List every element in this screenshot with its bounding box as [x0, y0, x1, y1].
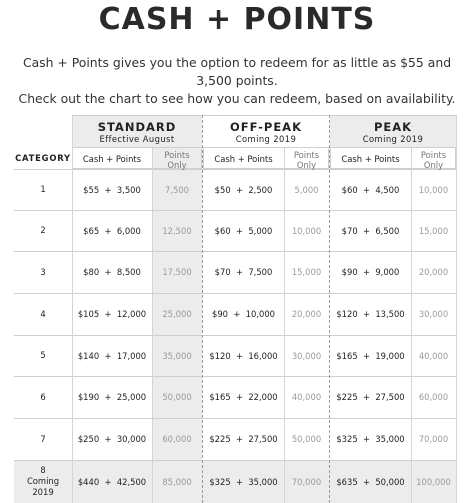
cash-points-cell: $105 + 12,000 — [77, 309, 147, 319]
subheader-standard-cash-points: Cash + Points — [82, 154, 142, 164]
subheader-peak-cash-points: Cash + Points — [341, 154, 400, 164]
group-subtitle-standard: Effective August — [99, 134, 175, 144]
cash-points-cell: $70 + 6,500 — [341, 225, 400, 236]
category-cell — [14, 251, 72, 293]
points-only-cell: 10,000 — [418, 184, 449, 195]
cash-points-cell: $55 + 3,500 — [83, 184, 141, 195]
category-header: CATEGORY — [15, 153, 71, 163]
points-only-cell: 15,000 — [291, 267, 322, 277]
category-note: Coming 2019 — [26, 476, 60, 497]
points-only-cell: 7,500 — [165, 184, 189, 195]
header-top-rule — [72, 115, 456, 116]
cash-points-cell: $120 + 16,000 — [209, 350, 278, 361]
points-only-line-2: Only — [296, 160, 317, 170]
points-only-line-1: Points — [420, 150, 447, 160]
cash-points-cell: $190 + 25,000 — [77, 392, 147, 402]
cash-points-cell: $225 + 27,500 — [336, 392, 405, 402]
group-header-peak — [330, 120, 456, 145]
subheader-offpeak-points-only — [284, 150, 329, 170]
points-only-cell: 12,500 — [162, 225, 192, 236]
points-only-cell: 30,000 — [418, 309, 449, 319]
category-cell — [14, 376, 72, 418]
category-cell — [14, 293, 72, 335]
points-only-cell: 50,000 — [291, 434, 322, 444]
points-only-cell: 20,000 — [418, 267, 449, 277]
points-only-cell: 50,000 — [162, 392, 192, 402]
group-subtitle-peak: Coming 2019 — [362, 134, 424, 144]
points-only-line-2: Only — [423, 160, 444, 170]
points-only-cell: 60,000 — [162, 434, 192, 444]
category-cell — [14, 335, 72, 376]
category-number: 2 — [40, 225, 46, 235]
subheader-offpeak-cash-points: Cash + Points — [214, 154, 273, 164]
group-subtitle-offpeak: Coming 2019 — [235, 134, 297, 144]
points-only-cell: 100,000 — [416, 476, 451, 487]
points-only-line-1: Points — [164, 150, 190, 160]
cash-points-cell: $140 + 17,000 — [77, 350, 147, 361]
cash-points-cell: $60 + 4,500 — [341, 184, 400, 195]
category-number: 8 — [40, 465, 46, 475]
points-only-cell: 10,000 — [291, 225, 322, 236]
cash-points-cell: $165 + 22,000 — [209, 392, 278, 402]
cash-points-cell: $325 + 35,000 — [336, 434, 405, 444]
group-header-offpeak — [203, 120, 329, 145]
cash-points-cell: $440 + 42,500 — [77, 476, 147, 487]
points-only-cell: 5,000 — [294, 184, 319, 195]
category-number: 6 — [40, 391, 46, 402]
group-title-offpeak: OFF-PEAK — [229, 120, 302, 134]
points-only-line-1: Points — [293, 150, 320, 160]
cash-points-cell: $90 + 9,000 — [341, 267, 400, 277]
category-number: 1 — [40, 184, 46, 194]
points-only-cell: 40,000 — [418, 350, 449, 361]
category-number: 4 — [40, 308, 46, 319]
category-cell — [14, 460, 72, 503]
category-cell — [14, 210, 72, 251]
cash-points-cell: $65 + 6,000 — [83, 225, 141, 236]
points-only-cell: 15,000 — [418, 225, 449, 236]
group-header-standard — [72, 120, 202, 145]
divider-right-edge — [456, 115, 457, 503]
category-number: 5 — [40, 350, 46, 360]
category-number: 7 — [40, 433, 46, 444]
cash-points-cell: $50 + 2,500 — [214, 184, 273, 195]
points-only-cell: 70,000 — [291, 476, 322, 487]
cash-points-cell: $60 + 5,000 — [214, 225, 273, 236]
category-cell — [14, 169, 72, 210]
cash-points-cell: $70 + 7,500 — [214, 267, 273, 277]
cash-points-cell: $165 + 19,000 — [336, 350, 405, 361]
page-subtitle — [6, 54, 468, 108]
category-number: 3 — [40, 266, 46, 277]
page-title: CASH + POINTS — [98, 2, 376, 37]
category-cell — [14, 418, 72, 460]
points-only-cell: 17,500 — [162, 267, 192, 277]
subtitle-line-1: Cash + Points gives you the option to redeem for as little as $55 and 3,500 points. — [22, 55, 452, 88]
points-only-cell: 35,000 — [162, 350, 192, 361]
cash-points-cell: $120 + 13,500 — [336, 309, 405, 319]
subheader-standard-points-only — [152, 150, 202, 170]
points-only-cell: 30,000 — [291, 350, 322, 361]
points-only-line-2: Only — [167, 160, 187, 170]
points-only-cell: 40,000 — [291, 392, 322, 402]
cash-points-cell: $325 + 35,000 — [209, 476, 278, 487]
cash-points-cell: $80 + 8,500 — [83, 267, 141, 277]
cash-points-cell: $90 + 10,000 — [212, 309, 275, 319]
subheader-peak-points-only — [411, 150, 456, 170]
points-only-cell: 25,000 — [162, 309, 192, 319]
cash-points-cell: $225 + 27,500 — [209, 434, 278, 444]
points-only-cell: 85,000 — [162, 476, 192, 487]
cash-points-cell: $635 + 50,000 — [336, 476, 405, 487]
points-only-cell: 60,000 — [418, 392, 449, 402]
cash-points-cell: $250 + 30,000 — [77, 434, 147, 444]
points-only-cell: 20,000 — [291, 309, 322, 319]
subtitle-line-2: Check out the chart to see how you can redeem, based on availability. — [18, 91, 456, 106]
group-title-standard: STANDARD — [97, 120, 177, 134]
group-title-peak: PEAK — [373, 120, 413, 134]
points-only-cell: 70,000 — [418, 434, 449, 444]
